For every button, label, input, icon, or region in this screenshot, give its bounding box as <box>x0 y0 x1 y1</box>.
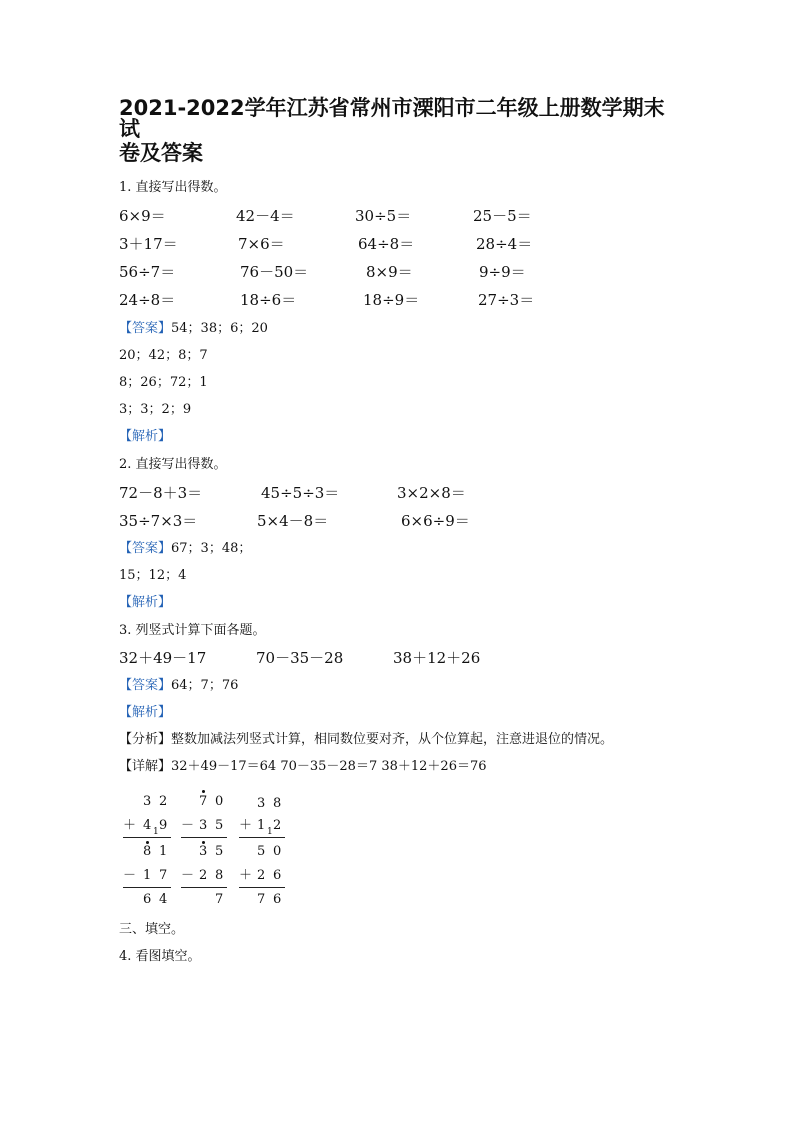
answer-tag: 【答案】 <box>119 541 172 556</box>
q1-expression: 42－4＝ <box>236 207 295 225</box>
q1-expression: 18÷6＝ <box>240 291 297 309</box>
q4-heading: 4. 看图填空。 <box>119 949 201 964</box>
digit: 3 <box>199 844 208 859</box>
q2-expression: 72－8＋3＝ <box>119 484 203 502</box>
digit: 4 <box>159 892 168 907</box>
sum-line <box>181 887 227 888</box>
sum-line <box>123 887 171 888</box>
fenxi-tag: 【分析】 <box>119 732 172 747</box>
answer-text: 67；3；48； <box>171 541 252 556</box>
digit: 6 <box>273 868 282 883</box>
q3-fenxi <box>119 732 613 748</box>
q1-answer <box>119 321 268 337</box>
digit: 3 <box>199 818 208 833</box>
section-heading-fill-in: 三、填空。 <box>119 922 185 937</box>
xiangjie-tag: 【详解】 <box>119 759 172 774</box>
q1-expression: 30÷5＝ <box>355 207 412 225</box>
digit: 7 <box>257 892 266 907</box>
q2-answer <box>119 541 251 557</box>
vertical-calculations <box>119 788 299 913</box>
digit: 5 <box>215 818 224 833</box>
digit: 8 <box>273 796 282 811</box>
q1-answer-line: 20；42；8；7 <box>119 348 208 363</box>
document-title-line-2: 卷及答案 <box>119 141 203 165</box>
q2-analysis-tag: 【解析】 <box>119 595 172 610</box>
q3-answer <box>119 678 238 694</box>
digit: 0 <box>273 844 282 859</box>
q3-expression: 32＋49－17 <box>119 649 207 667</box>
q1-expression: 3＋17＝ <box>119 235 178 253</box>
q1-expression: 9÷9＝ <box>479 263 526 281</box>
operator: ＋ <box>123 818 137 833</box>
q1-expression: 64÷8＝ <box>358 235 415 253</box>
digit: 6 <box>143 892 152 907</box>
q3-expression: 38＋12＋26 <box>393 649 481 667</box>
q3-expression: 70－35－28 <box>256 649 344 667</box>
q2-expression: 45÷5÷3＝ <box>261 484 340 502</box>
fenxi-text: 整数加减法列竖式计算，相同数位要对齐，从个位算起，注意进退位的情况。 <box>171 732 614 747</box>
operator: － <box>123 868 137 883</box>
q1-expression: 7×6＝ <box>238 235 285 253</box>
q1-analysis-tag: 【解析】 <box>119 429 172 444</box>
q1-expression: 27÷3＝ <box>478 291 535 309</box>
answer-text: 54；38；6；20 <box>171 321 268 336</box>
q2-expression: 5×4－8＝ <box>257 512 329 530</box>
digit: 6 <box>273 892 282 907</box>
q2-heading: 2. 直接写出得数。 <box>119 457 227 472</box>
operator: － <box>181 868 195 883</box>
q1-expression: 76－50＝ <box>240 263 309 281</box>
digit: 7 <box>215 892 224 907</box>
digit: 2 <box>199 868 208 883</box>
q1-expression: 56÷7＝ <box>119 263 176 281</box>
q2-expression: 6×6÷9＝ <box>401 512 470 530</box>
operator: － <box>181 818 195 833</box>
q1-expression: 28÷4＝ <box>476 235 533 253</box>
sum-line <box>239 837 285 838</box>
digit: 7 <box>159 868 168 883</box>
q1-heading: 1. 直接写出得数。 <box>119 180 227 195</box>
digit: 7 <box>199 794 208 809</box>
digit: 2 <box>159 794 168 809</box>
answer-text: 64；7；76 <box>171 678 239 693</box>
sum-line <box>123 837 171 838</box>
q3-xiangjie <box>119 759 487 775</box>
q3-heading: 3. 列竖式计算下面各题。 <box>119 623 266 638</box>
sum-line <box>181 837 227 838</box>
digit: 1 <box>143 868 152 883</box>
document-title-line-1: 2021-2022学年江苏省常州市溧阳市二年级上册数学期末试 <box>119 96 665 141</box>
q2-expression: 35÷7×3＝ <box>119 512 198 530</box>
digit: 0 <box>215 794 224 809</box>
q2-expression: 3×2×8＝ <box>397 484 466 502</box>
digit: 3 <box>143 794 152 809</box>
q2-answer-line: 15；12；4 <box>119 568 187 583</box>
carry-digit: 1 <box>267 827 273 837</box>
q3-analysis-tag: 【解析】 <box>119 705 172 720</box>
digit: 8 <box>215 868 224 883</box>
answer-tag: 【答案】 <box>119 321 172 336</box>
digit: 9 <box>159 818 168 833</box>
q1-expression: 24÷8＝ <box>119 291 176 309</box>
digit: 5 <box>215 844 224 859</box>
q1-expression: 8×9＝ <box>366 263 413 281</box>
q1-expression: 18÷9＝ <box>363 291 420 309</box>
q1-expression: 25－5＝ <box>473 207 532 225</box>
carry-digit: 1 <box>153 827 159 837</box>
digit: 1 <box>257 818 266 833</box>
sum-line <box>239 887 285 888</box>
digit: 8 <box>143 844 152 859</box>
q1-answer-line: 8；26；72；1 <box>119 375 208 390</box>
borrow-dot <box>202 790 205 793</box>
operator: ＋ <box>239 868 253 883</box>
digit: 4 <box>143 818 152 833</box>
digit: 2 <box>257 868 266 883</box>
q1-expression: 6×9＝ <box>119 207 166 225</box>
digit: 3 <box>257 796 266 811</box>
answer-tag: 【答案】 <box>119 678 172 693</box>
digit: 2 <box>273 818 282 833</box>
operator: ＋ <box>239 818 253 833</box>
xiangjie-text: 32＋49－17＝64 70－35－28＝7 38＋12＋26＝76 <box>171 759 487 774</box>
digit: 5 <box>257 844 266 859</box>
q1-answer-line: 3；3；2；9 <box>119 402 192 417</box>
digit: 1 <box>159 844 168 859</box>
